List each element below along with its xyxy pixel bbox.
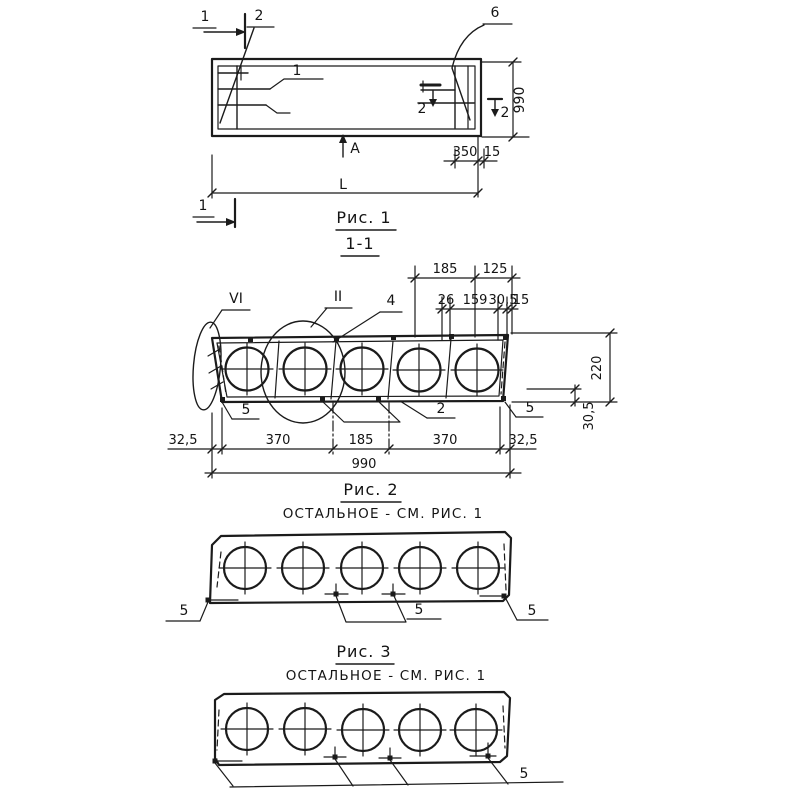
svg-text:370: 370 — [432, 433, 458, 448]
svg-text:5: 5 — [527, 603, 537, 619]
fig2-callout-4: 4 — [386, 293, 396, 309]
svg-text:159: 159 — [462, 293, 488, 308]
fig1-dim-350-15 — [444, 137, 500, 197]
svg-text:32,5: 32,5 — [168, 433, 198, 448]
fig4-hollow-cores — [221, 703, 502, 756]
fig1-dim-length — [208, 155, 482, 198]
svg-text:30,5: 30,5 — [582, 401, 597, 431]
svg-text:2: 2 — [436, 401, 446, 417]
fig1-callout-anchor: 6 — [490, 5, 500, 21]
svg-text:А: А — [350, 141, 360, 157]
fig3-hollow-cores — [219, 542, 504, 594]
fig1-section-marker-top — [193, 9, 246, 48]
svg-text:32,5: 32,5 — [508, 433, 538, 448]
fig3-caption: Рис. 3 — [336, 642, 392, 661]
svg-text:5: 5 — [525, 400, 535, 416]
svg-text:370: 370 — [265, 433, 291, 448]
svg-text:220: 220 — [590, 355, 605, 381]
fig2-detail-ii-label: II — [333, 289, 343, 305]
svg-text:15: 15 — [483, 145, 501, 160]
svg-text:5: 5 — [414, 602, 424, 618]
svg-text:350: 350 — [452, 145, 478, 160]
svg-text:185: 185 — [348, 433, 374, 448]
fig1-section-label: 1-1 — [345, 234, 375, 253]
svg-text:30,5: 30,5 — [488, 293, 518, 308]
svg-text:990: 990 — [351, 457, 377, 472]
fig2-note: ОСТАЛЬНОЕ - СМ. РИС. 1 — [282, 506, 484, 522]
svg-text:2: 2 — [500, 105, 510, 121]
figure2-cross-section — [168, 262, 617, 522]
fig2-bottom-dims — [168, 403, 537, 478]
svg-text:125: 125 — [482, 262, 508, 277]
svg-text:L: L — [339, 177, 347, 193]
fig1-caption: Рис. 1 — [336, 208, 392, 227]
fig2-anchor-points — [220, 334, 508, 402]
svg-text:2: 2 — [417, 101, 427, 117]
fig4-anchor-points — [213, 743, 497, 764]
fig1-cut-mark-outer — [488, 99, 509, 121]
svg-text:26: 26 — [437, 293, 455, 308]
fig3-note: ОСТАЛЬНОЕ - СМ. РИС. 1 — [285, 668, 487, 684]
fig2-top-dims — [408, 262, 529, 340]
svg-text:5: 5 — [519, 766, 529, 782]
figure1-plan-view — [193, 5, 529, 256]
fig2-caption: Рис. 2 — [343, 480, 399, 499]
svg-text:185: 185 — [432, 262, 458, 277]
fig2-detail-region-vi — [190, 321, 225, 411]
fig1-view-arrow — [339, 134, 360, 157]
svg-text:5: 5 — [179, 603, 189, 619]
svg-text:1: 1 — [200, 9, 210, 25]
svg-text:15: 15 — [512, 293, 530, 308]
fig1-callout-bar: 1 — [292, 63, 302, 79]
fig3-anchor-points — [206, 584, 507, 603]
figure4-cross-section — [213, 692, 564, 787]
fig1-cut-mark-inner — [418, 91, 437, 117]
svg-text:990: 990 — [512, 86, 528, 114]
fig2-detail-vi-label: VI — [229, 291, 243, 307]
fig1-callout-mesh: 2 — [254, 8, 264, 24]
svg-text:1: 1 — [198, 198, 208, 214]
fig2-edge-details — [208, 342, 505, 394]
fig1-section-marker-bottom — [193, 198, 236, 227]
svg-text:5: 5 — [241, 402, 251, 418]
figure3-cross-section — [166, 532, 548, 684]
